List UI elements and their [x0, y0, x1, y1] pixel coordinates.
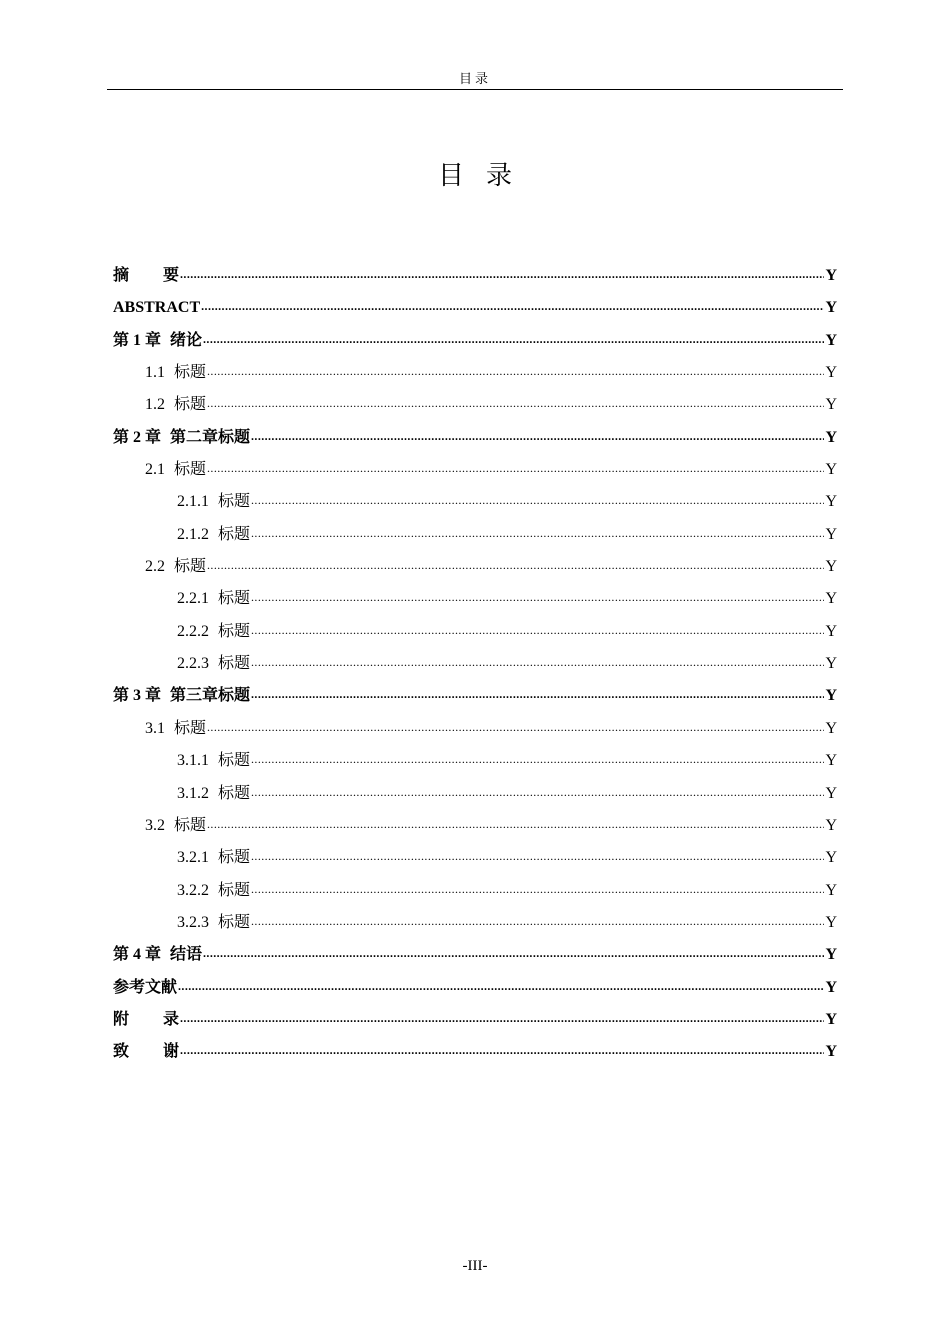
- toc-entry-title: 标题: [218, 913, 251, 931]
- toc-entry[interactable]: [113, 972, 837, 1004]
- running-header: 目录: [107, 70, 843, 90]
- toc-dot-leader: [251, 521, 824, 539]
- toc-entry-page: Y: [825, 299, 837, 317]
- toc-entry-title: 标题: [218, 493, 251, 511]
- toc-entry-page: Y: [825, 267, 837, 284]
- toc-entry-page: Y: [825, 331, 837, 349]
- toc-entry[interactable]: [113, 422, 837, 454]
- toc-entry-page: Y: [825, 655, 837, 673]
- toc-entry-number: 第 3 章: [113, 687, 162, 705]
- toc-dot-leader: [251, 682, 824, 700]
- toc-entry[interactable]: [113, 875, 837, 907]
- toc-entry-number: 2.2: [145, 558, 165, 576]
- toc-entry-page: Y: [825, 978, 837, 996]
- page-number: -III-: [462, 1258, 488, 1274]
- toc-dot-leader: [251, 877, 824, 895]
- toc-entry-title: 标题: [174, 461, 207, 479]
- toc-entry-number: 3.2.2: [177, 881, 209, 899]
- toc-entry-title: 标题: [218, 881, 251, 899]
- toc-dot-leader: [251, 585, 824, 603]
- toc-dot-leader: [203, 327, 824, 345]
- toc-dot-leader: [207, 391, 824, 409]
- toc-entry[interactable]: [113, 260, 837, 292]
- toc-entry[interactable]: [113, 583, 837, 615]
- toc-entry-title: 标题: [174, 364, 207, 382]
- toc-dot-leader: [207, 812, 824, 830]
- toc-entry-title: 标题: [218, 525, 251, 543]
- toc-dot-leader: [251, 424, 824, 442]
- toc-entry-number: 3.1.2: [177, 784, 209, 802]
- toc-entry-title: 第三章标题: [170, 687, 251, 705]
- toc-entry-page: Y: [825, 881, 837, 899]
- toc-entry-page: Y: [825, 849, 837, 867]
- toc-entry-number: 3.2.3: [177, 913, 209, 931]
- toc-dot-leader: [178, 974, 824, 992]
- toc-entry[interactable]: [113, 648, 837, 680]
- toc-entry[interactable]: [113, 842, 837, 874]
- toc-dot-leader: [180, 1006, 824, 1024]
- toc-entry-title: 标题: [218, 752, 251, 770]
- toc-entry-title: 绪论: [170, 331, 203, 349]
- toc-entry[interactable]: [113, 1036, 837, 1068]
- toc-dot-leader: [201, 294, 824, 312]
- toc-entry[interactable]: [113, 389, 837, 421]
- toc-dot-leader: [203, 941, 824, 959]
- toc-dot-leader: [251, 650, 824, 668]
- toc-entry-number: 1.1: [145, 364, 165, 382]
- toc-entry-title: 标题: [218, 655, 251, 673]
- toc-entry-title: 摘要: [113, 267, 214, 284]
- toc-entry-page: Y: [825, 396, 837, 414]
- toc-dot-leader: [207, 359, 824, 377]
- toc-entry-page: Y: [825, 364, 837, 382]
- toc-entry-page: Y: [825, 428, 837, 446]
- toc-entry-title: 参考文献: [113, 978, 178, 996]
- toc-entry[interactable]: [113, 939, 837, 971]
- toc-entry-page: Y: [825, 622, 837, 640]
- toc-entry[interactable]: [113, 325, 837, 357]
- toc-entry-number: 第 4 章: [113, 946, 162, 964]
- toc-entry[interactable]: [113, 454, 837, 486]
- toc-entry-title: 标题: [174, 816, 207, 834]
- toc-entry-page: Y: [825, 719, 837, 737]
- toc-entry-number: 3.2.1: [177, 849, 209, 867]
- toc-entry-page: Y: [825, 946, 837, 964]
- toc-entry-title: 标题: [218, 622, 251, 640]
- toc-dot-leader: [180, 262, 824, 280]
- toc-entry-number: 2.1.1: [177, 493, 209, 511]
- toc-entry[interactable]: [113, 486, 837, 518]
- toc-dot-leader: [251, 618, 824, 636]
- toc-entry-page: Y: [825, 752, 837, 770]
- toc-dot-leader: [251, 909, 824, 927]
- toc-entry-page: Y: [825, 687, 837, 705]
- toc-entry-title: 标题: [218, 849, 251, 867]
- toc-dot-leader: [180, 1038, 824, 1056]
- toc-entry-title: 致谢: [113, 1043, 214, 1061]
- toc-entry-page: Y: [825, 461, 837, 479]
- toc-entry[interactable]: [113, 810, 837, 842]
- toc-entry-page: Y: [825, 913, 837, 931]
- toc-entry-title: 结语: [170, 946, 203, 964]
- toc-entry[interactable]: [113, 745, 837, 777]
- toc-dot-leader: [251, 747, 824, 765]
- toc-entry[interactable]: [113, 616, 837, 648]
- toc-entry-title: 标题: [218, 590, 251, 608]
- toc-entry[interactable]: [113, 778, 837, 810]
- toc-entry-title: 标题: [174, 396, 207, 414]
- toc-entry-number: 第 2 章: [113, 428, 162, 446]
- toc-entry-title: 标题: [218, 784, 251, 802]
- toc-dot-leader: [207, 553, 824, 571]
- toc-dot-leader: [251, 488, 824, 506]
- toc-entry-title: 附录: [113, 1010, 214, 1028]
- toc-entry-page: Y: [825, 1043, 837, 1061]
- toc-entry-title: ABSTRACT: [113, 299, 201, 317]
- toc-entry-number: 2.2.2: [177, 622, 209, 640]
- toc-entry[interactable]: [113, 713, 837, 745]
- toc-dot-leader: [207, 456, 824, 474]
- toc-entry[interactable]: [113, 292, 837, 324]
- toc-entry[interactable]: [113, 519, 837, 551]
- toc-entry-page: Y: [825, 525, 837, 543]
- toc-dot-leader: [251, 780, 824, 798]
- toc-entry-number: 3.1: [145, 719, 165, 737]
- toc-entry-page: Y: [825, 558, 837, 576]
- toc-entry[interactable]: [113, 357, 837, 389]
- toc-entry-page: Y: [825, 1010, 837, 1028]
- toc-entry-page: Y: [825, 784, 837, 802]
- toc-entry-page: Y: [825, 816, 837, 834]
- toc-entry[interactable]: [113, 1004, 837, 1036]
- toc-entry-number: 1.2: [145, 396, 165, 414]
- toc-dot-leader: [207, 715, 824, 733]
- toc-dot-leader: [251, 844, 824, 862]
- toc-entry-number: 3.1.1: [177, 752, 209, 770]
- toc-entry-number: 2.2.1: [177, 590, 209, 608]
- toc-entry[interactable]: [113, 551, 837, 583]
- toc-entry-title: 第二章标题: [170, 428, 251, 446]
- toc-entry-title: 标题: [174, 719, 207, 737]
- toc-entry-number: 3.2: [145, 816, 165, 834]
- page-title: 目录: [437, 161, 534, 190]
- toc-entry[interactable]: [113, 907, 837, 939]
- toc-entry[interactable]: [113, 680, 837, 712]
- toc-entry-number: 2.1.2: [177, 525, 209, 543]
- toc-entry-page: Y: [825, 493, 837, 511]
- toc-entry-number: 2.2.3: [177, 655, 209, 673]
- toc-entry-number: 2.1: [145, 461, 165, 479]
- toc-entry-page: Y: [825, 590, 837, 608]
- table-of-contents: [113, 260, 837, 1069]
- toc-entry-number: 第 1 章: [113, 331, 162, 349]
- toc-entry-title: 标题: [174, 558, 207, 576]
